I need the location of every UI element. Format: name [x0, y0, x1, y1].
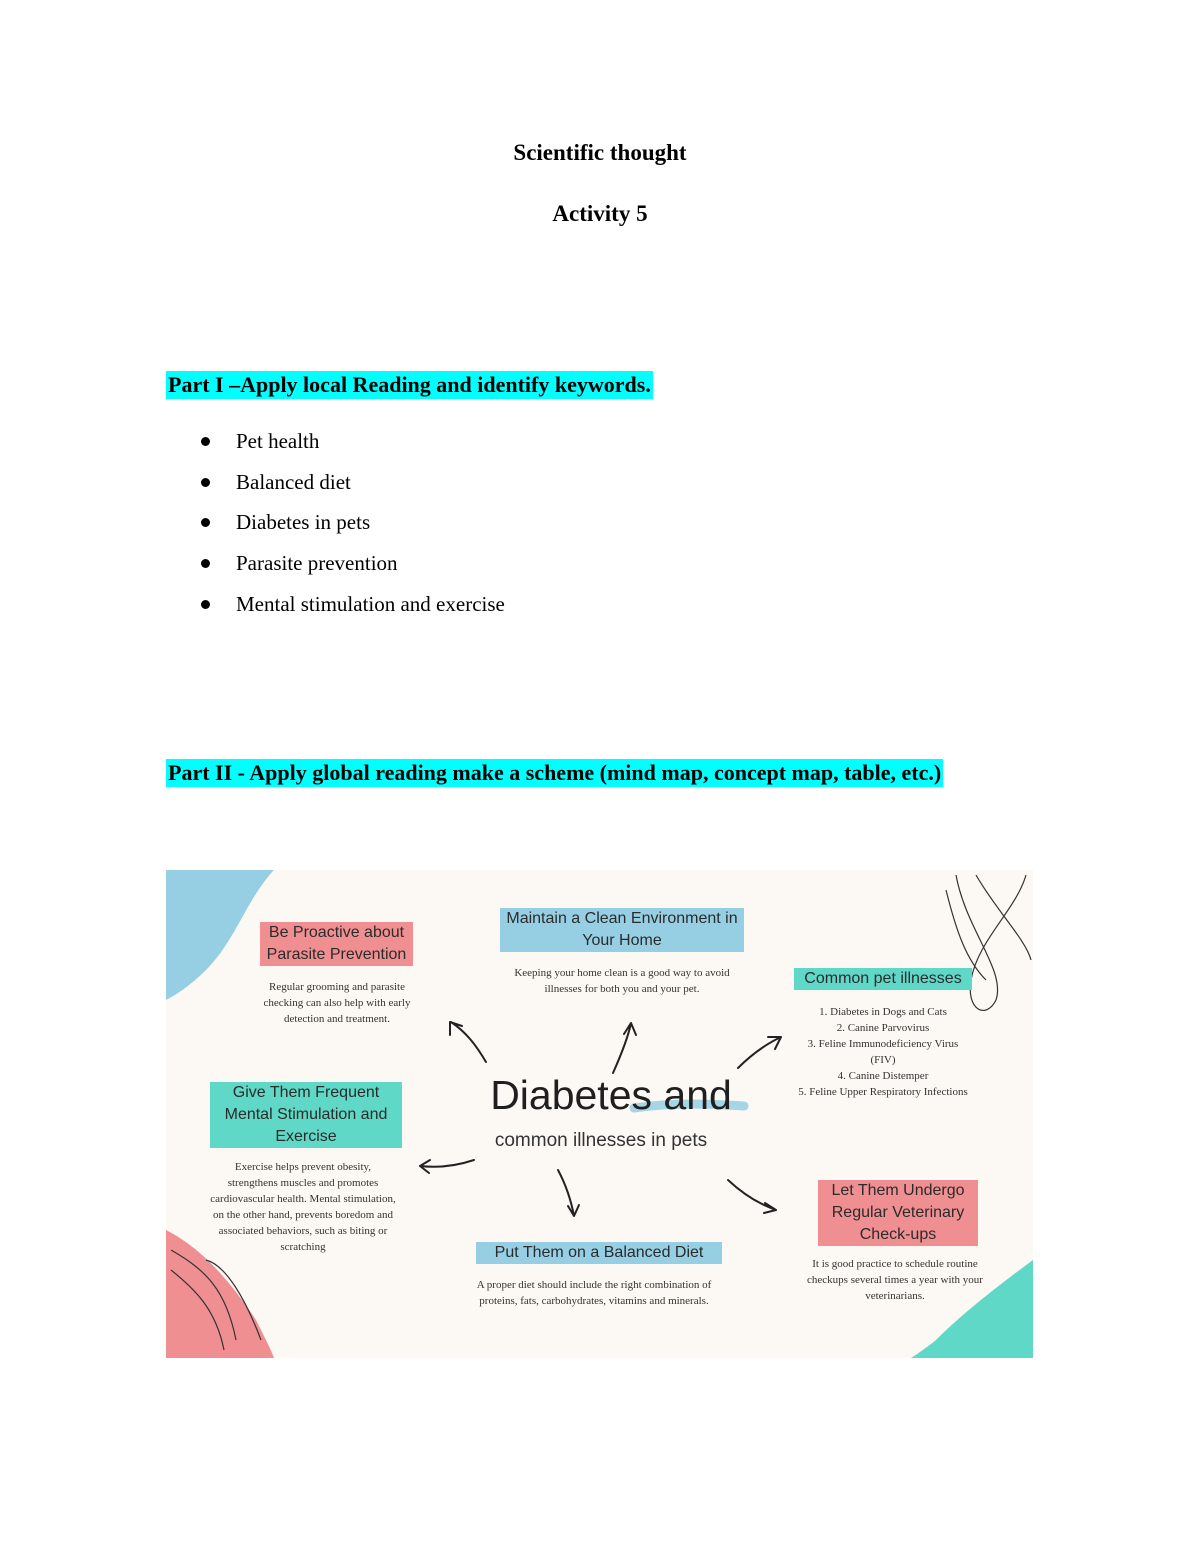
arrow-to-exercise: [420, 1160, 474, 1173]
document-title: Scientific thought: [513, 140, 687, 165]
node-parasite-label: Be Proactive about Parasite Prevention: [260, 922, 413, 966]
node-illnesses-label: Common pet illnesses: [794, 968, 972, 990]
node-vet-desc: It is good practice to schedule routine checkups several times a year with your veterinarians.: [807, 1258, 983, 1302]
list-item: 2. Canine Parvovirus: [836, 1022, 930, 1034]
node-exercise-desc: Exercise helps prevent obesity, strengthens muscles and promotes cardiovascular health. Mental stimulation, on the other hand, prevents boredom and associated behaviors, such as biting or scratching: [210, 1161, 396, 1253]
keyword-list: [200, 425, 505, 628]
keyword-text: Diabetes in pets: [236, 510, 371, 535]
part1-heading: Part I –Apply local Reading and identify keywords.: [168, 372, 651, 397]
mind-map-image: [166, 870, 1033, 1358]
node-diet-desc: A proper diet should include the right combination of proteins, fats, carbohydrates, vitamins and minerals.: [476, 1279, 712, 1307]
list-item: [200, 506, 505, 547]
list-item: [200, 425, 505, 466]
bullet-icon: [201, 478, 210, 487]
node-illnesses-list: [794, 1004, 972, 1100]
mind-map-center-title: Diabetes and: [490, 1072, 732, 1118]
bullet-icon: [201, 437, 210, 446]
keyword-text: Balanced diet: [236, 469, 351, 494]
arrow-to-vet: [728, 1180, 776, 1213]
list-item: 1. Diabetes in Dogs and Cats: [819, 1006, 947, 1018]
arrow-to-clean: [613, 1023, 636, 1073]
keyword-text: Pet health: [236, 429, 320, 453]
keyword-text: Parasite prevention: [236, 551, 398, 576]
arrow-to-diet: [558, 1170, 579, 1216]
list-item: [200, 588, 505, 629]
list-item: 4. Canine Distemper: [837, 1070, 929, 1082]
document-subtitle: Activity 5: [552, 201, 648, 226]
node-diet-label: Put Them on a Balanced Diet: [476, 1242, 722, 1264]
arrow-to-parasite: [450, 1022, 486, 1062]
list-item: 5. Feline Upper Respiratory Infections: [798, 1086, 968, 1098]
list-item: [200, 466, 505, 507]
list-item: [200, 547, 505, 588]
node-parasite-desc: Regular grooming and parasite checking can also help with early detection and treatment.: [263, 981, 411, 1025]
mind-map-center-subtitle: common illnesses in pets: [494, 1130, 708, 1151]
node-clean-desc: Keeping your home clean is a good way to avoid illnesses for both you and your pet.: [514, 967, 730, 995]
keyword-text: Mental stimulation and exercise: [236, 591, 505, 616]
list-item: 3. Feline Immunodeficiency Virus (FIV): [807, 1038, 959, 1066]
bullet-icon: [201, 559, 210, 568]
scribble-shape: [946, 875, 1031, 1010]
node-exercise-label: Give Them Frequent Mental Stimulation and Exercise: [210, 1082, 402, 1148]
bullet-icon: [201, 600, 210, 609]
node-vet-label: Let Them Undergo Regular Veterinary Check-ups: [818, 1180, 978, 1246]
arrow-to-illnesses: [738, 1037, 781, 1068]
bullet-icon: [201, 518, 210, 527]
node-clean-label: Maintain a Clean Environment in Your Home: [500, 908, 744, 952]
part2-heading: Part II - Apply global reading make a scheme (mind map, concept map, table, etc.): [168, 760, 942, 785]
